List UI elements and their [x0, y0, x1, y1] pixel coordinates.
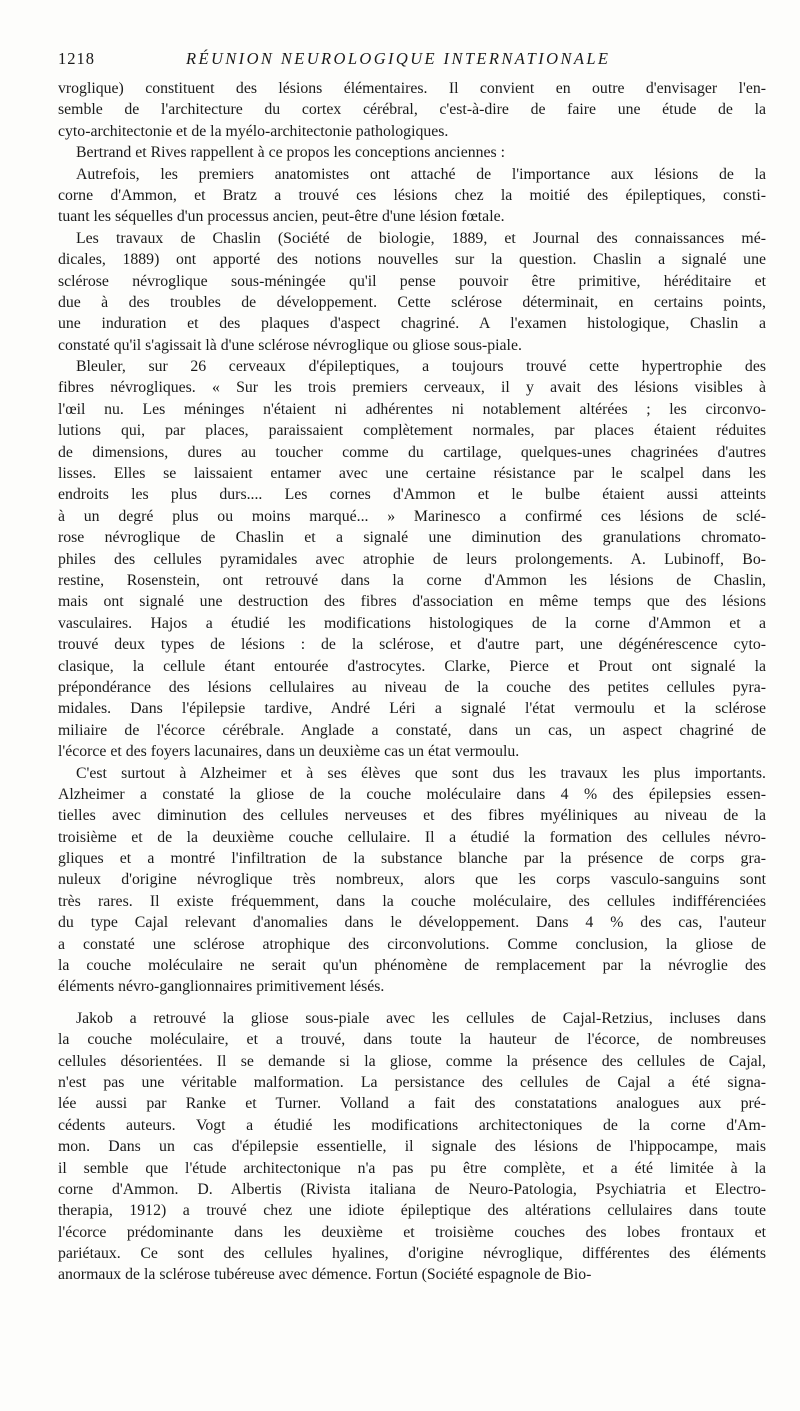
text-line: éléments névro-ganglionnaires primitivement lésés. — [58, 978, 385, 996]
text-line: cellules désorientées. Il se demande si la gliose, comme la présence des cellules de Cajal, — [58, 1052, 766, 1070]
text-line: gliques et a montré l'infiltration de la substance blanche par la présence de corps gra- — [58, 850, 766, 868]
text-line: corne d'Ammon. D. Albertis (Rivista italiana de Neuro-Patologia, Psychiatria et Electro- — [58, 1180, 766, 1198]
paragraph — [58, 228, 766, 356]
text-line: vasculaires. Hajos a étudié les modifications histologiques de la corne d'Ammon et a — [58, 614, 766, 632]
text-line: la couche moléculaire ne serait qu'un phénomène de remplacement par la névroglie des — [58, 957, 766, 975]
text-line: trouvé deux types de lésions : de la sclérose, et d'autre part, une dégénérescence cyto- — [58, 636, 766, 654]
text-line: une induration et des plaques d'aspect chagriné. A l'examen histologique, Chaslin a — [58, 315, 766, 333]
text-line: lutions qui, par places, paraissaient complètement normales, par places étaient réduites — [58, 422, 766, 440]
text-line: lisses. Elles se laissaient entamer avec une certaine résistance par le scalpel dans les — [58, 465, 766, 483]
text-line: therapia, 1912) a trouvé chez une idiote épileptique des altérations cellulaires dans toute — [58, 1202, 766, 1220]
text-line: Bertrand et Rives rappellent à ce propos les conceptions anciennes : — [76, 144, 505, 162]
text-line: l'œil nu. Les méninges n'étaient ni adhérentes ni notablement altérées ; les circonvo- — [58, 400, 766, 418]
text-line: mais ont signalé une destruction des fibres d'association en même temps que des lésions — [58, 593, 766, 611]
paragraph — [58, 1008, 766, 1286]
text-line: Bleuler, sur 26 cerveaux d'épileptiques, a toujours trouvé cette hypertrophie des — [76, 358, 766, 376]
text-line: restine, Rosenstein, ont retrouvé dans la corne d'Ammon les lésions de Chaslin, — [58, 571, 766, 589]
text-line: à un degré plus ou moins marqué... » Marinesco a confirmé ces lésions de sclé- — [58, 507, 766, 525]
text-line: nuleux d'origine névroglique très nombreux, alors que les corps vasculo-sanguins sont — [58, 871, 766, 889]
text-line: l'écorce prédominante dans les deuxième et troisième couches des lobes frontaux et — [58, 1223, 766, 1241]
text-line: endroits les plus durs.... Les cornes d'Ammon et le bulbe étaient aussi atteints — [58, 486, 766, 504]
text-line: lée aussi par Ranke et Turner. Volland a fait des constatations analogues aux pré- — [58, 1095, 766, 1113]
text-line: clasique, la cellule étant entourée d'astrocytes. Clarke, Pierce et Prout ont signalé la — [58, 657, 766, 675]
paragraph — [58, 164, 766, 228]
text-line: pariétaux. Ce sont des cellules hyalines, d'origine névroglique, différentes des éléments — [58, 1245, 766, 1263]
text-line: a constaté une sclérose atrophique des circonvolutions. Comme conclusion, la gliose de — [58, 935, 766, 953]
text-line: il semble que l'étude architectonique n'a pas pu être complète, et a été limitée à la — [58, 1159, 766, 1177]
text-line: C'est surtout à Alzheimer et à ses élèves que sont dus les travaux les plus importants. — [76, 764, 766, 782]
paragraph — [58, 142, 766, 163]
text-line: la couche moléculaire, et a trouvé, dans toute la hauteur de l'écorce, de nombreuses — [58, 1031, 766, 1049]
text-line: l'écorce et des foyers lacunaires, dans un deuxième cas un état vermoulu. — [58, 743, 520, 761]
text-line: vroglique) constituent des lésions élémentaires. Il convient en outre d'envisager l'en- — [58, 80, 766, 97]
text-line: sclérose névroglique sous-méningée qu'il pense pouvoir être primitive, héréditaire et — [58, 272, 766, 290]
text-line: prépondérance des lésions cellulaires au niveau de la couche des petites cellules pyra- — [58, 678, 766, 696]
text-line: cyto-architectonie et de la myélo-architectonie pathologiques. — [58, 122, 449, 140]
text-line: très rares. Il existe fréquemment, dans la couche moléculaire, des cellules indifférenciées — [58, 892, 766, 910]
paragraph-gap — [58, 998, 766, 1008]
running-head — [58, 47, 758, 71]
text-line: constaté qu'il s'agissait là d'une sclérose névroglique ou gliose sous-piale. — [58, 336, 522, 354]
text-line: dicales, 1889) ont apporté des notions nouvelles sur la question. Chaslin a signalé une — [58, 251, 766, 269]
text-line: Les travaux de Chaslin (Société de biologie, 1889, et Journal des connaissances mé- — [76, 229, 766, 247]
text-line: de dimensions, dures au toucher comme du cartilage, quelques-unes chagrinées d'autres — [58, 443, 766, 461]
text-line: corne d'Ammon, et Bratz a trouvé ces lésions chez la moitié des épileptiques, consti- — [58, 186, 766, 204]
text-line: tuant les séquelles d'un processus ancien, peut-être d'une lésion fœtale. — [58, 208, 505, 226]
text-line: miliaire de l'écorce cérébrale. Anglade a constaté, dans un cas, un aspect chagriné de — [58, 721, 766, 739]
text-line: Jakob a retrouvé la gliose sous-piale avec les cellules de Cajal-Retzius, incluses dans — [76, 1009, 766, 1027]
body-text — [58, 78, 766, 1286]
paragraph — [58, 763, 766, 998]
paragraph — [58, 356, 766, 762]
running-title: RÉUNION NEUROLOGIQUE INTERNATIONALE — [186, 49, 611, 68]
text-line: troisième et de la deuxième couche cellulaire. Il a étudié la formation des cellules névro- — [58, 828, 766, 846]
text-line: du type Cajal relevant d'anomalies dans le développement. Dans 4 % des cas, l'auteur — [58, 914, 766, 932]
text-line: Autrefois, les premiers anatomistes ont attaché de l'importance aux lésions de la — [76, 165, 766, 183]
text-line: anormaux de la sclérose tubéreuse avec démence. Fortun (Société espagnole de Bio- — [58, 1266, 592, 1284]
text-line: cédents auteurs. Vogt a étudié les modifications architectoniques de la corne d'Am- — [58, 1116, 766, 1134]
text-line: Alzheimer a constaté la gliose de la couche moléculaire dans 4 % des épilepsies essen- — [58, 785, 766, 803]
page-number: 1218 — [58, 49, 95, 68]
text-line: midales. Dans l'épilepsie tardive, André Léri a signalé l'état vermoulu et la sclérose — [58, 700, 766, 718]
text-line: due à des troubles de développement. Cette sclérose déterminait, en certains points, — [58, 293, 766, 311]
paragraph — [58, 78, 766, 142]
text-line: tielles avec diminution des cellules nerveuses et des fibres myéliniques au niveau de la — [58, 807, 766, 825]
text-line: mon. Dans un cas d'épilepsie essentielle, il signale des lésions de l'hippocampe, mais — [58, 1138, 766, 1156]
text-line: fibres névrogliques. « Sur les trois premiers cerveaux, il y avait des lésions visibles à — [58, 379, 766, 397]
text-line: n'est pas une véritable malformation. La persistance des cellules de Cajal a été signa- — [58, 1073, 766, 1091]
text-line: philes des cellules pyramidales avec atrophie de leurs prolongements. A. Lubinoff, Bo- — [58, 550, 766, 568]
text-line: rose névroglique de Chaslin et a signalé une diminution des granulations chromato- — [58, 529, 766, 547]
text-line: semble de l'architecture du cortex cérébral, c'est-à-dire de faire une étude de la — [58, 101, 766, 119]
